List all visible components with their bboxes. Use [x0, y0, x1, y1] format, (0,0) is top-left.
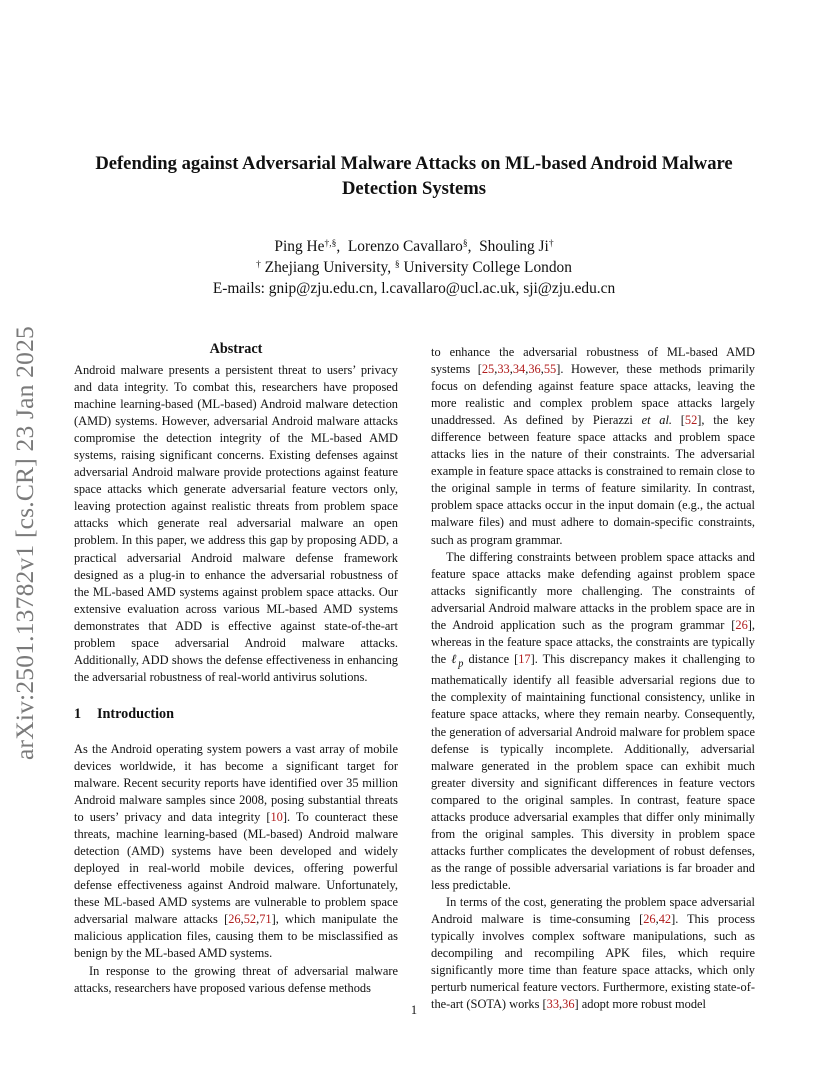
- intro-paragraph-1: As the Android operating system powers a vast array of mobile devices worldwide, it has become a significant target for malware. Recent security reports have identified over 35 million Android malware samples since 2008, posing substantial threats to users’ privacy and data integrity [10]. To counteract these threats, machine learning-based (ML-based) Android malware detection (AMD) systems have been developed and widely deployed in real-world mobile devices, offering powerful defense effectiveness against Android malware. Unfortunately, these ML-based AMD systems are vulnerable to problem space adversarial malware attacks [26,52,71], which manipulate the malicious application files, causing them to be misclassified as benign by the ML-based AMD systems.: [74, 741, 398, 961]
- citation-link[interactable]: 71: [259, 912, 272, 927]
- left-column: [74, 340, 398, 997]
- author-emails: E-mails: gnip@zju.edu.cn, l.cavallaro@ucl.ac.uk, sji@zju.edu.cn: [212, 280, 616, 297]
- section-title: Introduction: [97, 705, 174, 722]
- subscript: p: [458, 658, 464, 670]
- citation-link[interactable]: 36: [528, 362, 541, 377]
- author-block: [60, 236, 768, 299]
- citation-link[interactable]: 33: [546, 997, 560, 1012]
- citation-link[interactable]: 52: [243, 912, 257, 927]
- citation-link[interactable]: 34: [512, 362, 526, 377]
- italic-text: ℓ: [451, 651, 459, 666]
- citation-link[interactable]: 17: [518, 651, 531, 666]
- author-name: Lorenzo Cavallaro: [347, 238, 463, 255]
- affiliation-ucl: University College London: [403, 259, 572, 276]
- abstract-heading: Abstract: [209, 341, 263, 357]
- citation-link[interactable]: 33: [497, 362, 510, 377]
- author-affiliation-mark: †,§: [324, 239, 337, 249]
- citation-link[interactable]: 26: [643, 912, 656, 927]
- author-affiliation-mark: §: [462, 239, 468, 249]
- author-affiliation-mark: †: [548, 239, 554, 249]
- right-column: [431, 344, 755, 1013]
- affiliations: [60, 257, 768, 278]
- right-paragraph-1: to enhance the adversarial robustness of ML-based AMD systems [25,33,34,36,55]. However, these methods primarily focus on defending against feature space attacks, leaving the more realistic and complex problem space attacks largely unaddressed. As defined by Pierazzi et al. [52], the key difference between feature space attacks and problem space attacks lies in the nature of their constraints. The adversarial example in feature space attacks is constrained to remain close to the original sample in terms of feature similarity. In contrast, problem space attacks occur in the input domain (e.g., the actual malware files) and must adhere to domain-specific constraints, such as program grammar.: [431, 345, 755, 547]
- citation-link[interactable]: 25: [481, 362, 495, 377]
- citation-link[interactable]: 26: [228, 912, 241, 927]
- citation-link[interactable]: 36: [562, 997, 575, 1012]
- affiliation-mark: §: [394, 260, 400, 270]
- right-paragraph-3: In terms of the cost, generating the problem space adversarial Android malware is time-consuming [26,42]. This process typically involves complex software manipulations, such as decompiling and recompiling APK files, which require significantly more time than feature space attacks, which only perturb numerical feature vectors. Furthermore, existing state-of-the-art (SOTA) works [33,36] adopt more robust model: [431, 894, 755, 1012]
- page-number: 1: [410, 1003, 418, 1017]
- citation-link[interactable]: 42: [658, 912, 672, 927]
- author-name: Shouling Ji: [479, 238, 549, 255]
- intro-paragraph-2: In response to the growing threat of adversarial malware attacks, researchers have proposed various defense methods: [74, 963, 398, 995]
- right-paragraph-2: The differing constraints between problem space attacks and feature space attacks make defending against problem space attacks significantly more challenging. The constraints of adversarial Android malware attacks in the problem space are in the Android application such as the program grammar [26], whereas in the feature space attacks, the constraints are typically the ℓ$_p$ distance [17]. This discrepancy makes it challenging to mathematically identify all feasible adversarial regions due to the complexity of maintaining functional consistency, unlike in feature space attacks, where they remain nearby. Consequently, the generation of adversarial Android malware for problem space defense is typically incomplete. Additionally, adversarial malware generated in the problem space can exhibit much greater diversity and significant differences in feature vectors compared to the original samples. In contrast, feature space attacks produce adversarial examples that differ only minimally from the original samples. This diversity in problem space attacks further complicates the development of robust defenses, as the range of possible adversarial variations is far broader and less predictable.: [431, 549, 755, 892]
- affiliation-mark: †: [256, 260, 261, 270]
- author-names: Ping He†,§, Lorenzo Cavallaro§, Shouling Ji†: [274, 238, 554, 255]
- citation-link[interactable]: 26: [735, 617, 748, 632]
- paper-title: Defending against Adversarial Malware Attacks on ML-based Android Malware Detection Systems: [95, 153, 733, 199]
- citation-link[interactable]: 10: [270, 810, 283, 825]
- citation-link[interactable]: 52: [684, 413, 698, 428]
- author-name: Ping He: [274, 238, 325, 255]
- affiliation-zju: Zhejiang University,: [264, 259, 392, 276]
- italic-text: et al.: [641, 413, 672, 428]
- section-heading-introduction: [74, 705, 398, 723]
- citation-link[interactable]: 55: [543, 362, 557, 377]
- abstract-text: Android malware presents a persistent threat to users’ privacy and data integrity. To combat this, researchers have proposed machine learning-based (ML-based) Android malware detection (AMD) systems. However, adversarial Android malware attacks compromise the detection integrity of the ML-based AMD systems, raising significant concerns. Existing defenses against adversarial Android malware provide protections against feature space attacks which generate adversarial feature vectors only, leaving protection against realistic threats from problem space attacks which generate real adversarial malware an open problem. In this paper, we address this gap by proposing ADD, a practical adversarial Android malware defense framework designed as a plug-in to enhance the adversarial robustness of the ML-based AMD systems against problem space attacks. Our extensive evaluation across various ML-based AMD systems demonstrates that ADD is effective against state-of-the-art problem space adversarial Android malware attacks. Additionally, ADD shows the defense effectiveness in enhancing the adversarial robustness of real-world antivirus solutions.: [74, 363, 398, 684]
- arxiv-identifier-stamp[interactable]: arXiv:2501.13782v1 [cs.CR] 23 Jan 2025: [10, 326, 39, 760]
- section-number: 1: [74, 705, 82, 722]
